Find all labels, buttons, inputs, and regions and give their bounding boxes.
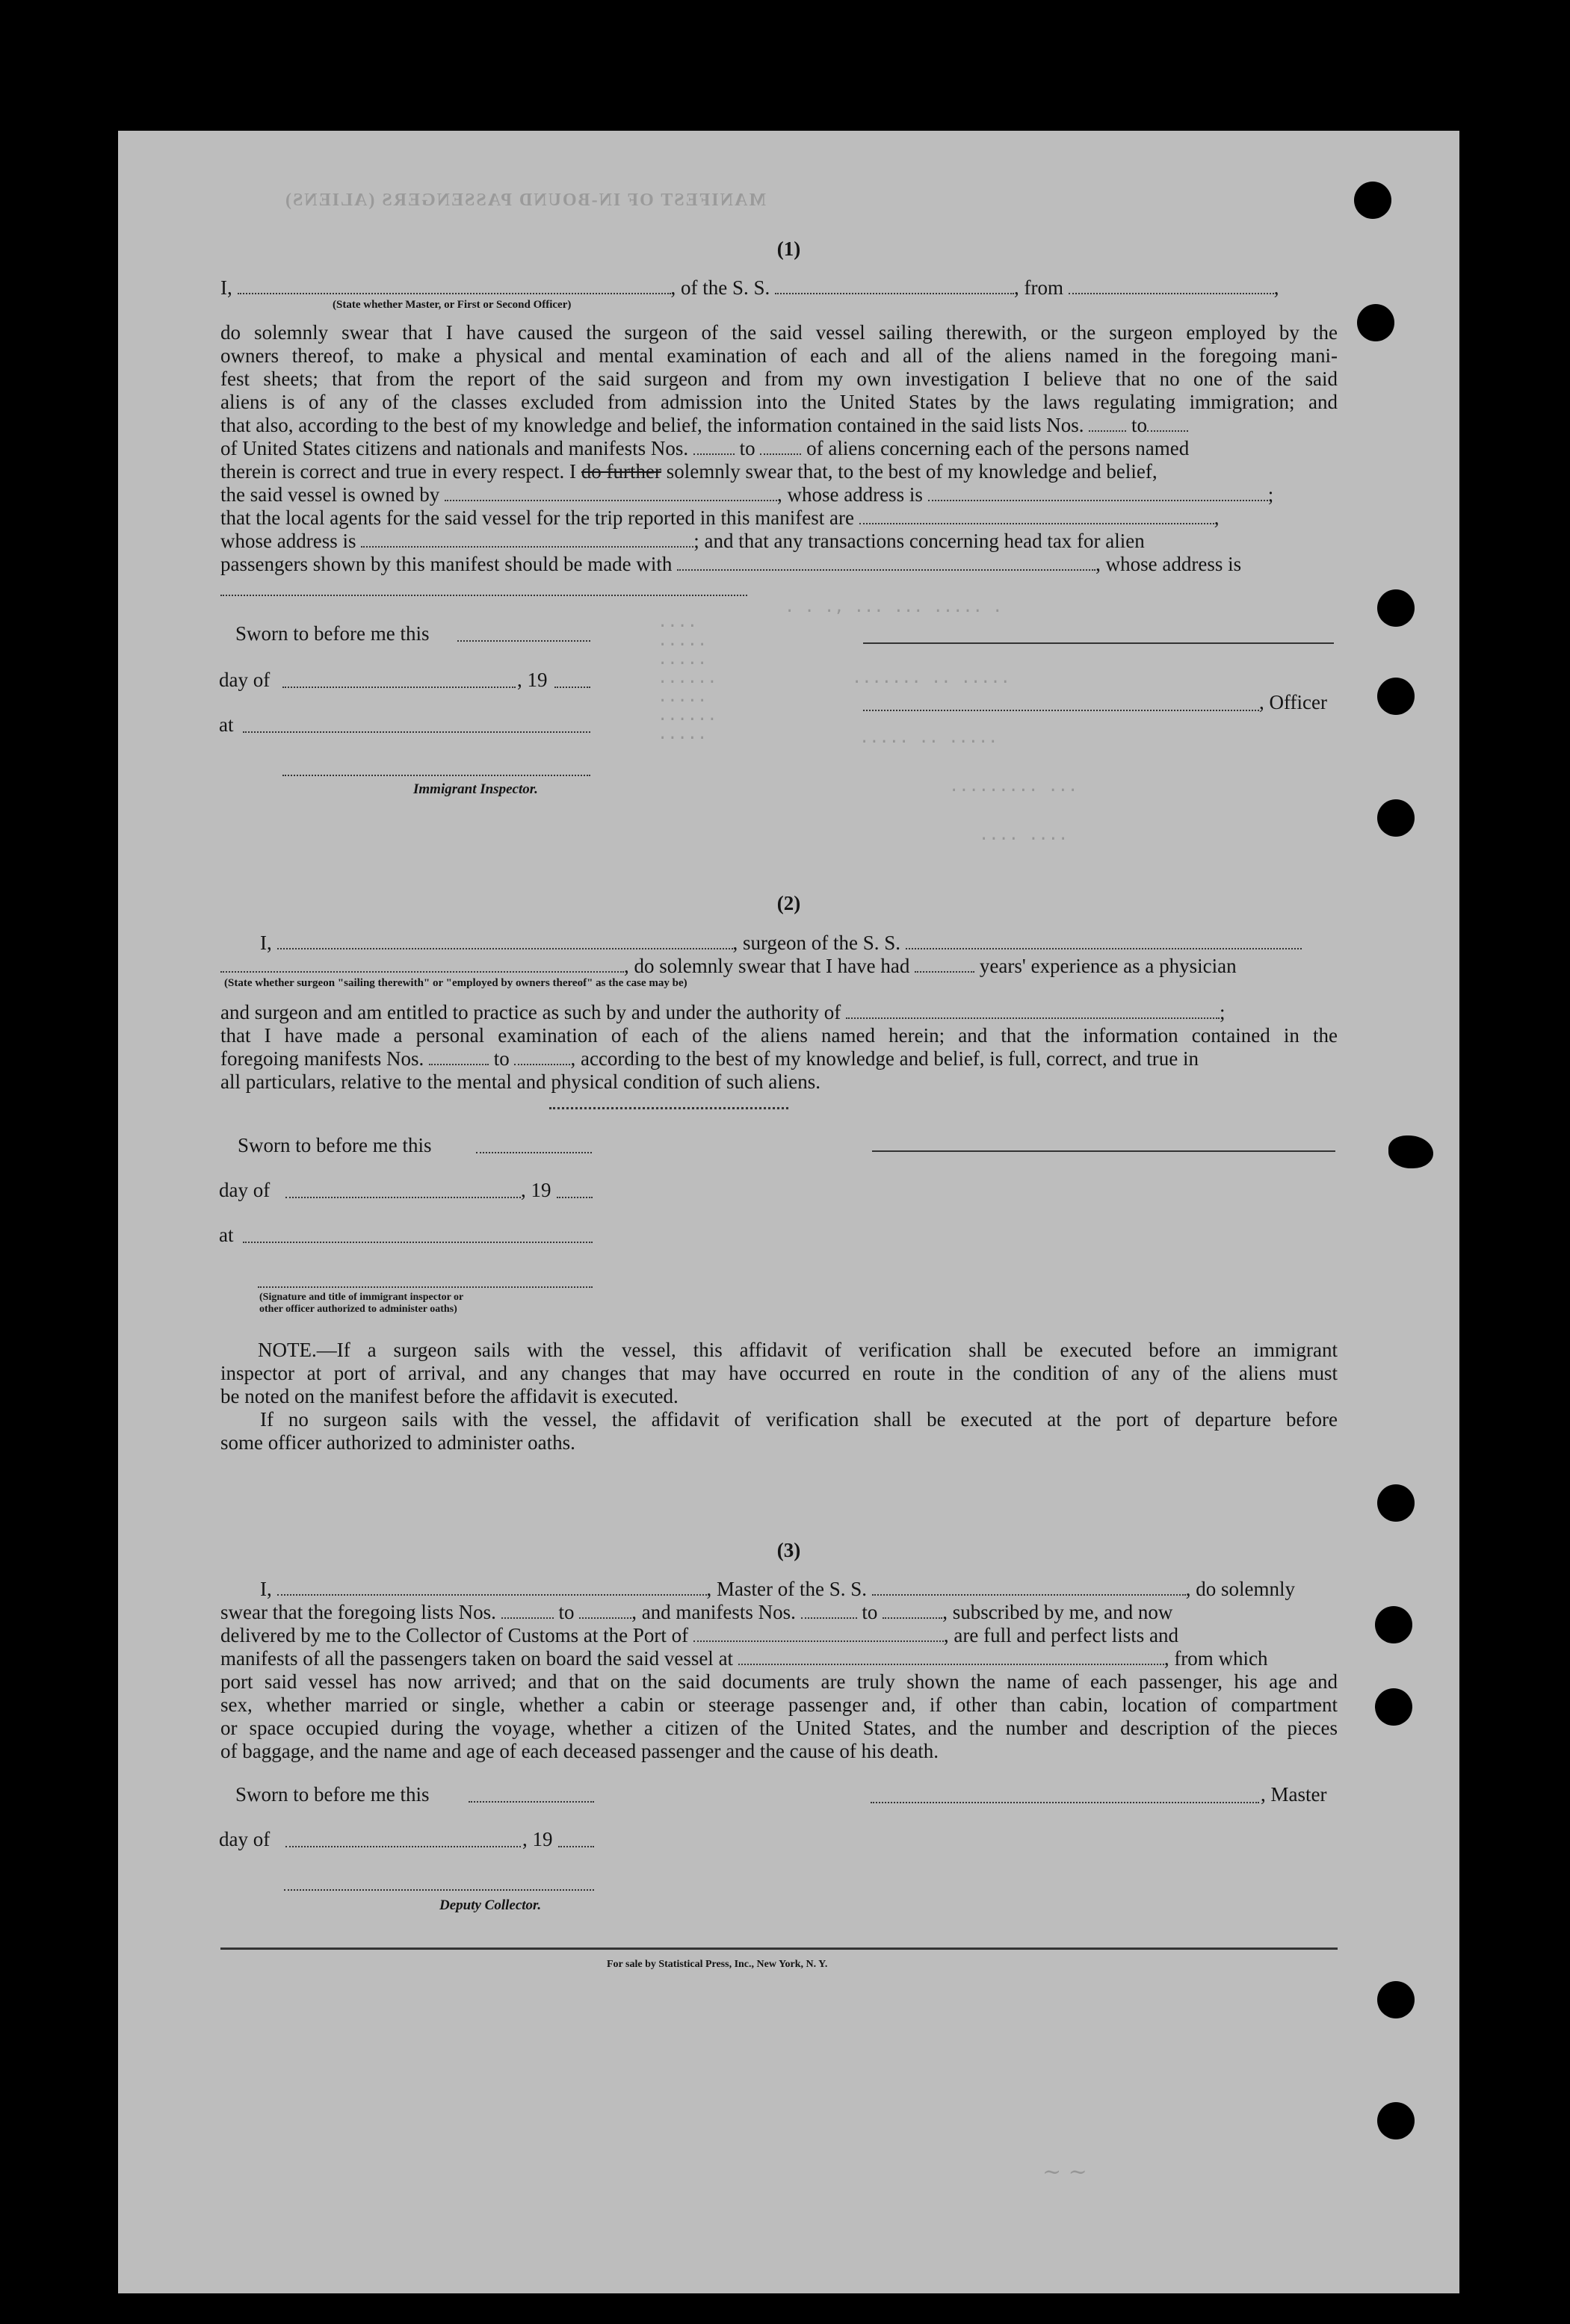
s2-vessel-name-field[interactable] xyxy=(906,933,1302,949)
bleed-through-typing: . . ., ... ... ..... . xyxy=(785,598,1003,616)
s1-head-tax-field[interactable] xyxy=(677,554,1095,571)
s3-line-7: or space occupied during the voyage, whether a citizen of the United States, and the number and description of the pieces xyxy=(220,1717,1338,1739)
punch-hole xyxy=(1377,1981,1415,2018)
bleed-through-mark: ~ ~ xyxy=(1042,2159,1087,2185)
s2-line-6: all particulars, relative to the mental and physical condition of such aliens. xyxy=(220,1070,820,1093)
s3-lists-to-field[interactable] xyxy=(579,1602,631,1619)
section-2-number: (2) xyxy=(776,892,801,914)
s2-day-of-label: day of xyxy=(219,1179,271,1201)
punch-hole xyxy=(1357,304,1394,341)
s1-officer-label: , Officer xyxy=(1259,691,1327,713)
s3-vessel-name-field[interactable] xyxy=(872,1579,1186,1596)
s3-line-4: manifests of all the passengers taken on board the said vessel at , from which xyxy=(220,1647,1268,1670)
s3-sworn-label: Sworn to before me this xyxy=(235,1783,430,1806)
s1-para-line-5: that also, according to the best of my knowledge and belief, the information contained in the said lists Nos. to xyxy=(220,414,1338,437)
s2-line-2: , do solemnly swear that I have had years' experience as a physician xyxy=(220,955,1338,978)
s2-note-line: If no surgeon sails with the vessel, the affidavit of verification shall be executed at the port of departure before xyxy=(260,1408,1338,1431)
s2-manifest-to-field[interactable] xyxy=(514,1049,570,1065)
torn-edge xyxy=(1388,1135,1433,1168)
s1-sworn-label: Sworn to before me this xyxy=(235,622,430,645)
punch-hole xyxy=(1354,182,1391,219)
s1-para-line-7: therein is correct and true in every respect. I do further solemnly swear that, to the best of my knowledge and belief, xyxy=(220,460,1158,483)
s2-at-label: at xyxy=(219,1224,234,1246)
punch-hole xyxy=(1375,1606,1412,1643)
punch-hole xyxy=(1377,1484,1415,1522)
s2-day-field[interactable] xyxy=(285,1197,521,1198)
s3-deputy-signature-line[interactable] xyxy=(284,1889,594,1891)
s1-state-note: (State whether Master, or First or Second Officer) xyxy=(333,299,572,311)
s3-manifests-to-field[interactable] xyxy=(883,1602,942,1619)
s2-note-line: NOTE.—If a surgeon sails with the vessel, this affidavit of verification shall be executed before an immigrant xyxy=(258,1339,1338,1361)
s1-para-line: fest sheets; that from the report of the said surgeon and from my own investigation I believe that no one of the said xyxy=(220,368,1338,390)
section-1-number: (1) xyxy=(776,238,801,260)
s1-master-name-field[interactable] xyxy=(238,278,671,294)
s1-from-port-field[interactable] xyxy=(1069,278,1274,294)
s1-para-line-9: that the local agents for the said vessel for the trip reported in this manifest are , xyxy=(220,506,1220,529)
s3-day-field[interactable] xyxy=(285,1846,521,1847)
s2-right-signature-line[interactable] xyxy=(872,1150,1335,1152)
footer-rule xyxy=(220,1947,1338,1950)
s3-line-8: of baggage, and the name and age of each deceased passenger and the cause of his death. xyxy=(220,1740,939,1762)
s3-line-2: swear that the foregoing lists Nos. to , and manifests Nos. to , subscribed by me, and now xyxy=(220,1601,1173,1623)
s3-lists-from-field[interactable] xyxy=(501,1602,554,1619)
s3-port-field[interactable] xyxy=(693,1626,944,1642)
s1-agents-field[interactable] xyxy=(859,508,1214,524)
bleed-through-typing: ..... .. ..... xyxy=(859,728,998,747)
s2-surgeon-status-field[interactable] xyxy=(220,956,624,973)
s1-struck-words: do further xyxy=(581,460,661,483)
s1-day-of-label: day of xyxy=(219,669,271,691)
s1-owner-field[interactable] xyxy=(445,485,777,501)
s1-lists-from-field[interactable] xyxy=(1089,415,1126,432)
s2-sworn-field[interactable] xyxy=(476,1152,592,1153)
s1-vessel-name-field[interactable] xyxy=(775,278,1014,294)
s1-para-line-10: whose address is ; and that any transactions concerning head tax for alien xyxy=(220,530,1145,552)
s3-deputy-label: Deputy Collector. xyxy=(439,1897,542,1913)
s2-dot-separator xyxy=(549,1107,788,1109)
s1-inspector-label: Immigrant Inspector. xyxy=(413,781,538,797)
s2-line-3: and surgeon and am entitled to practice as such by and under the authority of ; xyxy=(220,1001,1226,1023)
s2-at-field[interactable] xyxy=(243,1242,593,1243)
s3-day-of-label: day of xyxy=(219,1828,271,1850)
s1-at-field[interactable] xyxy=(243,731,590,733)
s2-year-label: , 19 xyxy=(521,1179,551,1201)
s2-note-line: inspector at port of arrival, and any changes that may have occurred en route in the condition of any of the aliens must xyxy=(220,1362,1338,1384)
s3-line-3: delivered by me to the Collector of Customs at the Port of , are full and perfect lists and xyxy=(220,1624,1179,1646)
footer-imprint: For sale by Statistical Press, Inc., New York, N. Y. xyxy=(607,1959,828,1970)
s3-master-signature-line[interactable] xyxy=(871,1802,1259,1803)
s1-year-field[interactable] xyxy=(554,687,590,688)
s2-surgeon-name-field[interactable] xyxy=(277,933,733,949)
s2-line-1: I, , surgeon of the S. S. xyxy=(260,932,1336,955)
bleed-through-typing: .... .... xyxy=(979,825,1069,844)
s1-inspector-signature-line[interactable] xyxy=(282,775,590,776)
s3-master-name-field[interactable] xyxy=(277,1579,707,1596)
s1-sworn-field[interactable] xyxy=(457,640,590,642)
s2-year-field[interactable] xyxy=(557,1197,593,1198)
s1-para-line: owners thereof, to make a physical and mental examination of each and all of the aliens named in the foregoing mani- xyxy=(220,344,1338,367)
s1-day-field[interactable] xyxy=(282,687,516,688)
s3-manifests-from-field[interactable] xyxy=(801,1602,857,1619)
s2-signature-line[interactable] xyxy=(258,1286,593,1288)
s2-line-5: foregoing manifests Nos. to , according to the best of my knowledge and belief, is full, correct, and true in xyxy=(220,1047,1199,1070)
s3-year-field[interactable] xyxy=(558,1846,594,1847)
s1-para-line: aliens is of any of the classes excluded from admission into the United States by the laws regulating immigration; and xyxy=(220,391,1338,413)
s1-at-label: at xyxy=(219,713,234,736)
s3-departure-port-field[interactable] xyxy=(738,1649,1164,1665)
s3-line-1: I, , Master of the S. S. , do solemnly xyxy=(260,1578,1295,1600)
s1-address-line[interactable] xyxy=(220,595,747,596)
s1-para-line-11: passengers shown by this manifest should be made with , whose address is xyxy=(220,553,1242,575)
punch-hole xyxy=(1377,2102,1415,2139)
s3-sworn-field[interactable] xyxy=(469,1801,594,1803)
bleed-through-typing: .... ..... ..... ...... ..... ...... ..... xyxy=(658,613,717,743)
s1-line-1: I, , of the S. S. , from , xyxy=(220,276,1279,299)
section-3-number: (3) xyxy=(776,1539,801,1561)
s3-year-label: , 19 xyxy=(522,1828,553,1850)
punch-hole xyxy=(1377,678,1415,715)
punch-hole xyxy=(1377,589,1415,627)
s1-right-blank-line[interactable] xyxy=(863,642,1334,644)
s2-authority-field[interactable] xyxy=(846,1003,1220,1019)
s2-sig-note-2: other officer authorized to administer oaths) xyxy=(259,1304,457,1315)
bleed-through-typing: ....... .. ..... xyxy=(852,669,1010,687)
s2-sworn-label: Sworn to before me this xyxy=(238,1134,432,1156)
s1-officer-signature-line[interactable] xyxy=(863,710,1259,711)
s1-lists-to-field[interactable] xyxy=(1147,415,1188,432)
s2-line-4: that I have made a personal examination of each of the aliens named herein; and that the information contained in the xyxy=(220,1024,1338,1047)
s1-agents-address-field[interactable] xyxy=(361,531,693,548)
bleed-through-typing: ......... ... xyxy=(949,777,1078,796)
s3-line-5: port said vessel has now arrived; and that on the said documents are truly shown the name of each passenger, his age and xyxy=(220,1670,1338,1693)
s1-para-line-6: of United States citizens and nationals and manifests Nos. to of aliens concerning each of the persons named xyxy=(220,437,1190,459)
s1-i: I, xyxy=(220,276,232,299)
s1-manifest-to-field[interactable] xyxy=(760,439,801,455)
s2-note-line: some officer authorized to administer oaths. xyxy=(220,1431,575,1454)
s2-state-note: (State whether surgeon "sailing therewith" or "employed by owners thereof" as the case may be) xyxy=(224,977,687,989)
s1-para-line-8: the said vessel is owned by , whose address is ; xyxy=(220,483,1274,506)
punch-hole xyxy=(1375,1688,1412,1726)
s2-manifest-from-field[interactable] xyxy=(429,1049,489,1065)
s3-line-6: sex, whether married or single, whether a cabin or steerage passenger and, if other than cabin, location of compartment xyxy=(220,1694,1338,1716)
s1-year-label: , 19 xyxy=(517,669,548,691)
s2-sig-note-1: (Signature and title of immigrant inspector or xyxy=(259,1292,464,1303)
s3-master-label: , Master xyxy=(1261,1783,1327,1806)
s2-note-line: be noted on the manifest before the affidavit is executed. xyxy=(220,1385,679,1407)
punch-hole xyxy=(1377,799,1415,837)
s2-years-field[interactable] xyxy=(915,956,974,973)
s1-owner-address-field[interactable] xyxy=(928,485,1268,501)
s1-manifest-from-field[interactable] xyxy=(693,439,735,455)
s1-para-line: do solemnly swear that I have caused the surgeon of the said vessel sailing therewith, or the surgeon employed by the xyxy=(220,321,1338,344)
bleed-through-header: MANIFEST OF IN-BOUND PASSENGERS (ALIENS) xyxy=(284,190,766,210)
